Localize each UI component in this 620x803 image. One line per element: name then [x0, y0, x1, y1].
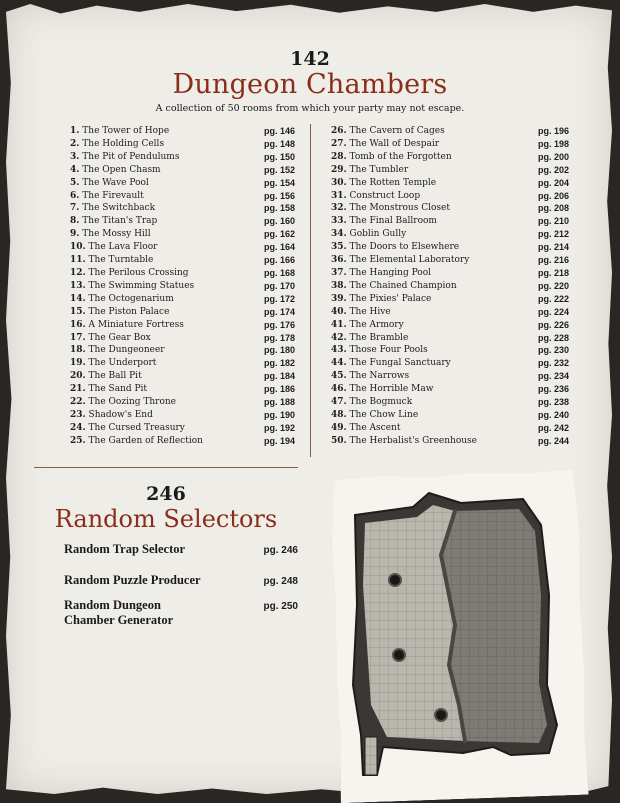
toc-entry-number: 7.	[70, 203, 80, 214]
toc-entry-number: 15.	[70, 306, 86, 317]
toc-entry-title	[70, 319, 184, 332]
toc-entry-page: pg. 242	[537, 422, 569, 433]
toc-entry-title	[70, 357, 156, 370]
toc-entry-name: The Ball Pit	[88, 371, 142, 382]
toc-entry-number: 14.	[70, 293, 86, 304]
toc-entry-number: 9.	[70, 229, 80, 240]
toc-entry-title	[331, 422, 400, 435]
toc-entry[interactable]	[70, 344, 295, 357]
toc-entry-number: 17.	[70, 332, 86, 343]
toc-entry-page: pg. 214	[537, 242, 569, 253]
toc-entry-name: The Mossy Hill	[82, 229, 151, 240]
toc-entry-number: 2.	[70, 138, 80, 149]
toc-entry[interactable]	[70, 202, 295, 215]
toc-entry-page: pg. 148	[263, 138, 295, 149]
toc-entry-number: 43.	[331, 345, 347, 356]
toc-entry-name: The Cavern of Cages	[349, 126, 445, 136]
toc-entry[interactable]	[331, 306, 569, 319]
toc-entry-number: 34.	[331, 229, 347, 240]
toc-entry[interactable]	[70, 241, 295, 254]
toc-entry[interactable]	[70, 267, 295, 280]
toc-entry-number: 16.	[70, 319, 86, 330]
toc-entry-page: pg. 176	[263, 319, 295, 330]
toc-entry-title	[70, 164, 161, 177]
toc-entry-number: 31.	[331, 190, 347, 201]
toc-entry-number: 18.	[70, 345, 86, 356]
toc-entry-number: 32.	[331, 203, 347, 214]
toc-entry-number: 25.	[70, 435, 86, 446]
toc-entry[interactable]	[331, 125, 569, 138]
toc-entry[interactable]	[331, 332, 569, 345]
toc-entry-number: 50.	[331, 435, 347, 446]
toc-entry-page: pg. 202	[537, 164, 569, 175]
toc-entry[interactable]	[331, 280, 569, 293]
selector-name-line2: Chamber Generator	[64, 613, 174, 627]
toc-entry[interactable]	[70, 228, 295, 241]
toc-entry-number: 24.	[70, 422, 86, 433]
toc-entry-number: 11.	[70, 255, 86, 266]
toc-entry-title	[70, 435, 203, 448]
selector-page: pg. 248	[263, 576, 298, 587]
toc-entry[interactable]	[70, 383, 295, 396]
toc-entry-title	[70, 396, 176, 409]
toc-entry-page: pg. 222	[537, 293, 569, 304]
toc-entry-name: The Final Ballroom	[349, 216, 437, 227]
toc-entry-title	[331, 125, 445, 138]
toc-entry-name: The Wall of Despair	[349, 138, 440, 149]
toc-entry-name: The Horrible Maw	[349, 384, 434, 395]
toc-entry-number: 35.	[331, 242, 347, 253]
toc-entry-number: 40.	[331, 306, 347, 317]
toc-entry-page: pg. 156	[263, 190, 295, 201]
toc-entry-number: 36.	[331, 255, 347, 266]
toc-entry-page: pg. 208	[537, 203, 569, 214]
section-number: 246	[146, 483, 186, 505]
toc-entry-number: 46.	[331, 384, 347, 395]
toc-entry-name: The Swimming Statues	[88, 280, 195, 291]
toc-entry-page: pg. 218	[537, 267, 569, 278]
toc-entry-number: 19.	[70, 358, 86, 369]
toc-entry-page: pg. 236	[537, 384, 569, 395]
toc-entry-title	[70, 293, 174, 306]
toc-entry-name: The Chow Line	[349, 409, 419, 420]
toc-entry[interactable]	[70, 435, 295, 448]
toc-entry-page: pg. 216	[537, 255, 569, 266]
toc-entry-name: The Armory	[349, 319, 404, 330]
selector-name: Random Puzzle Producer	[64, 573, 201, 587]
toc-entry-page: pg. 224	[537, 306, 569, 317]
toc-entry[interactable]	[331, 319, 569, 332]
toc-entry-name: The Perilous Crossing	[88, 267, 189, 278]
toc-entry-number: 23.	[70, 409, 86, 420]
toc-entry[interactable]	[70, 319, 295, 332]
dungeon-map-icon	[343, 485, 575, 785]
toc-entry-page: pg. 184	[263, 371, 295, 382]
toc-entry[interactable]	[331, 254, 569, 267]
toc-entry-name: The Titan's Trap	[82, 216, 158, 227]
toc-entry-title	[331, 344, 428, 357]
toc-entry-title	[70, 151, 179, 164]
toc-entry-name: The Tumbler	[349, 164, 409, 175]
toc-entry-title	[70, 306, 169, 319]
toc-entry-title	[331, 293, 431, 306]
toc-entry-page: pg. 232	[537, 358, 569, 369]
toc-entry-number: 47.	[331, 397, 347, 408]
selector-entry[interactable]	[64, 573, 298, 589]
toc-entry-title	[70, 215, 157, 228]
toc-entry-number: 3.	[70, 151, 80, 162]
toc-entry[interactable]	[331, 422, 569, 435]
toc-entry-page: pg. 244	[537, 435, 569, 446]
toc-entry-title	[331, 190, 420, 203]
toc-entry-page: pg. 198	[537, 138, 569, 149]
toc-entry-number: 45.	[331, 371, 347, 382]
toc-entry-title	[331, 435, 477, 448]
toc-entry-name: The Rotten Temple	[349, 177, 437, 188]
toc-entry[interactable]	[331, 138, 569, 151]
toc-entry[interactable]	[70, 164, 295, 177]
toc-entry[interactable]	[331, 435, 569, 448]
toc-entry-title	[331, 280, 457, 293]
toc-entry-number: 6.	[70, 190, 80, 201]
toc-entry-number: 30.	[331, 177, 347, 188]
toc-entry[interactable]	[331, 409, 569, 422]
toc-entry-number: 22.	[70, 397, 86, 408]
toc-entry-number: 8.	[70, 216, 80, 227]
toc-entry-title	[70, 332, 151, 345]
toc-entry-page: pg. 186	[263, 384, 295, 395]
toc-entry-title	[331, 396, 412, 409]
toc-entry-name: The Turntable	[88, 255, 154, 266]
toc-entry-number: 29.	[331, 164, 347, 175]
chapter-number: 142	[290, 48, 330, 70]
toc-entry-title	[70, 138, 164, 151]
toc-entry[interactable]	[70, 357, 295, 370]
toc-entry-name: The Bramble	[349, 332, 409, 343]
toc-entry-page: pg. 206	[537, 190, 569, 201]
dungeon-map-illustration	[335, 473, 583, 799]
toc-entry-name: The Hanging Pool	[349, 267, 432, 278]
toc-right-column	[331, 125, 569, 448]
column-divider	[310, 124, 311, 457]
toc-entry-title	[331, 241, 459, 254]
toc-entry[interactable]	[70, 125, 295, 138]
toc-entry-name: Construct Loop	[349, 190, 421, 201]
toc-entry-name: The Pixies' Palace	[349, 293, 432, 304]
toc-entry[interactable]	[70, 177, 295, 190]
toc-entry-page: pg. 150	[263, 151, 295, 162]
toc-entry[interactable]	[331, 293, 569, 306]
toc-entry-page: pg. 164	[263, 242, 295, 253]
toc-entry-number: 13.	[70, 280, 86, 291]
toc-entry[interactable]	[70, 306, 295, 319]
toc-entry-page: pg. 200	[537, 151, 569, 162]
toc-entry-page: pg. 192	[263, 422, 295, 433]
toc-entry[interactable]	[70, 215, 295, 228]
toc-entry-title	[70, 409, 153, 422]
toc-entry-number: 33.	[331, 216, 347, 227]
toc-entry-title	[70, 190, 144, 203]
toc-entry-title	[70, 383, 147, 396]
selector-name: Random Dungeon	[64, 598, 161, 612]
toc-entry-number: 48.	[331, 409, 347, 420]
toc-entry-name: The Fungal Sanctuary	[349, 358, 451, 369]
toc-entry[interactable]	[331, 215, 569, 228]
toc-entry-name: The Switchback	[82, 203, 156, 214]
toc-entry-page: pg. 220	[537, 280, 569, 291]
toc-entry-page: pg. 234	[537, 371, 569, 382]
toc-entry-title	[331, 383, 433, 396]
toc-entry[interactable]	[331, 370, 569, 383]
toc-entry-name: The Herbalist's Greenhouse	[349, 435, 477, 446]
toc-entry-number: 37.	[331, 267, 347, 278]
toc-entry-title	[331, 409, 418, 422]
section-divider	[34, 467, 298, 468]
toc-entry-title	[70, 228, 151, 241]
toc-entry-number: 4.	[70, 164, 80, 175]
toc-entry-name: The Underport	[88, 358, 157, 369]
toc-entry[interactable]	[70, 332, 295, 345]
toc-entry[interactable]	[70, 254, 295, 267]
toc-entry[interactable]	[70, 396, 295, 409]
toc-entry-title	[331, 177, 436, 190]
toc-entry[interactable]	[70, 293, 295, 306]
toc-entry-number: 26.	[331, 126, 347, 136]
selector-entry[interactable]	[64, 542, 298, 558]
toc-entry-title	[70, 241, 157, 254]
toc-entry-page: pg. 182	[263, 358, 295, 369]
toc-entry[interactable]	[331, 267, 569, 280]
toc-entry-number: 27.	[331, 138, 347, 149]
chapter-subtitle: A collection of 50 rooms from which your party may not escape.	[155, 103, 465, 114]
chapter-title: Dungeon Chambers	[172, 69, 448, 100]
toc-entry-name: The Pit of Pendulums	[82, 151, 180, 162]
toc-entry[interactable]	[70, 370, 295, 383]
toc-entry-name: The Tower of Hope	[82, 126, 170, 136]
toc-entry-title	[331, 164, 408, 177]
toc-entry-name: The Wave Pool	[82, 177, 149, 188]
selector-name: Random Trap Selector	[64, 542, 186, 556]
toc-entry-page: pg. 188	[263, 397, 295, 408]
toc-entry-title	[70, 177, 149, 190]
toc-entry-name: Tomb of the Forgotten	[349, 151, 452, 162]
toc-entry-number: 12.	[70, 267, 86, 278]
toc-entry-title	[70, 267, 189, 280]
toc-entry-name: The Sand Pit	[88, 384, 148, 395]
toc-entry-name: The Cursed Treasury	[88, 422, 185, 433]
toc-entry[interactable]	[331, 190, 569, 203]
toc-entry[interactable]	[331, 164, 569, 177]
toc-left-column	[70, 125, 295, 448]
toc-entry-name: The Elemental Laboratory	[349, 255, 470, 266]
toc-entry-page: pg. 230	[537, 345, 569, 356]
toc-entry-title	[70, 370, 142, 383]
toc-entry-name: The Garden of Reflection	[88, 435, 203, 446]
toc-entry[interactable]	[331, 357, 569, 370]
toc-entry-page: pg. 158	[263, 203, 295, 214]
toc-entry[interactable]	[331, 177, 569, 190]
toc-entry-title	[70, 254, 153, 267]
toc-entry-name: The Oozing Throne	[88, 397, 177, 408]
toc-entry-page: pg. 170	[263, 280, 295, 291]
toc-entry-name: The Hive	[349, 306, 391, 317]
toc-entry-page: pg. 162	[263, 229, 295, 240]
toc-entry[interactable]	[331, 344, 569, 357]
toc-entry[interactable]	[331, 241, 569, 254]
toc-entry-page: pg. 196	[537, 126, 569, 136]
toc-entry-name: The Octogenarium	[88, 293, 174, 304]
toc-entry-page: pg. 228	[537, 332, 569, 343]
toc-entry-page: pg. 238	[537, 397, 569, 408]
toc-entry-number: 41.	[331, 319, 347, 330]
toc-entry-title	[331, 319, 404, 332]
toc-entry-page: pg. 152	[263, 164, 295, 175]
toc-entry[interactable]	[331, 228, 569, 241]
toc-entry-number: 39.	[331, 293, 347, 304]
toc-entry-name: The Open Chasm	[82, 164, 161, 175]
toc-entry-name: Shadow's End	[88, 409, 153, 420]
toc-entry-page: pg. 212	[537, 229, 569, 240]
toc-entry-page: pg. 204	[537, 177, 569, 188]
toc-entry-name: Goblin Gully	[349, 229, 407, 240]
toc-entry-page: pg. 172	[263, 293, 295, 304]
toc-entry[interactable]	[331, 151, 569, 164]
toc-entry-number: 10.	[70, 242, 86, 253]
toc-entry-title	[70, 280, 194, 293]
toc-entry-page: pg. 160	[263, 216, 295, 227]
toc-entry-title	[70, 125, 169, 138]
toc-entry-name: The Dungeoneer	[88, 345, 165, 356]
toc-entry-number: 5.	[70, 177, 80, 188]
toc-entry-page: pg. 174	[263, 306, 295, 317]
toc-entry-name: The Gear Box	[88, 332, 151, 343]
toc-entry-name: The Monstrous Closet	[349, 203, 450, 214]
toc-entry-page: pg. 190	[263, 409, 295, 420]
toc-entry-title	[331, 138, 439, 151]
toc-entry-page: pg. 194	[263, 435, 295, 446]
section-title: Random Selectors	[54, 505, 278, 533]
toc-entry-page: pg. 226	[537, 319, 569, 330]
toc-entry[interactable]	[70, 280, 295, 293]
toc-entry-number: 20.	[70, 371, 86, 382]
toc-entry-number: 42.	[331, 332, 347, 343]
toc-entry[interactable]	[70, 151, 295, 164]
toc-entry-page: pg. 146	[263, 126, 295, 136]
selector-entry[interactable]	[64, 598, 298, 628]
toc-entry[interactable]	[70, 190, 295, 203]
toc-entry-name: A Miniature Fortress	[88, 319, 184, 330]
toc-entry-name: The Piston Palace	[88, 306, 170, 317]
toc-entry-title	[331, 332, 408, 345]
toc-entry-name: The Firevault	[82, 190, 144, 201]
toc-entry-page: pg. 168	[263, 267, 295, 278]
toc-entry-title	[331, 357, 451, 370]
toc-entry-page: pg. 154	[263, 177, 295, 188]
toc-entry-page: pg. 210	[537, 216, 569, 227]
toc-entry-title	[331, 202, 450, 215]
toc-entry-title	[70, 344, 165, 357]
toc-entry-title	[331, 228, 406, 241]
toc-entry-name: Those Four Pools	[349, 345, 428, 356]
selector-page: pg. 250	[263, 601, 298, 612]
toc-entry-title	[70, 422, 185, 435]
toc-entry-title	[331, 370, 409, 383]
toc-entry-number: 1.	[70, 126, 80, 136]
toc-entry-name: The Ascent	[349, 422, 401, 433]
toc-entry[interactable]	[331, 202, 569, 215]
toc-entry-number: 38.	[331, 280, 347, 291]
toc-entry[interactable]	[70, 138, 295, 151]
toc-entry-number: 21.	[70, 384, 86, 395]
toc-entry[interactable]	[70, 409, 295, 422]
toc-entry-title	[331, 215, 437, 228]
toc-entry-number: 28.	[331, 151, 347, 162]
toc-entry-title	[331, 151, 452, 164]
toc-entry-page: pg. 166	[263, 255, 295, 266]
toc-entry-name: The Doors to Elsewhere	[349, 242, 460, 253]
toc-entry-name: The Chained Champion	[349, 280, 457, 291]
toc-entry-page: pg. 240	[537, 409, 569, 420]
toc-entry-number: 44.	[331, 358, 347, 369]
toc-entry[interactable]	[331, 383, 569, 396]
selector-page: pg. 246	[263, 545, 298, 556]
toc-entry-number: 49.	[331, 422, 347, 433]
toc-entry[interactable]	[70, 422, 295, 435]
toc-entry-title	[331, 254, 469, 267]
toc-entry-page: pg. 180	[263, 345, 295, 356]
toc-entry-name: The Holding Cells	[82, 138, 165, 149]
toc-entry-title	[331, 267, 431, 280]
toc-entry-name: The Bogmuck	[349, 397, 413, 408]
toc-entry[interactable]	[331, 396, 569, 409]
toc-entry-page: pg. 178	[263, 332, 295, 343]
toc-entry-name: The Lava Floor	[88, 242, 158, 253]
toc-entry-title	[331, 306, 391, 319]
toc-entry-name: The Narrows	[349, 371, 410, 382]
toc-entry-title	[70, 202, 155, 215]
